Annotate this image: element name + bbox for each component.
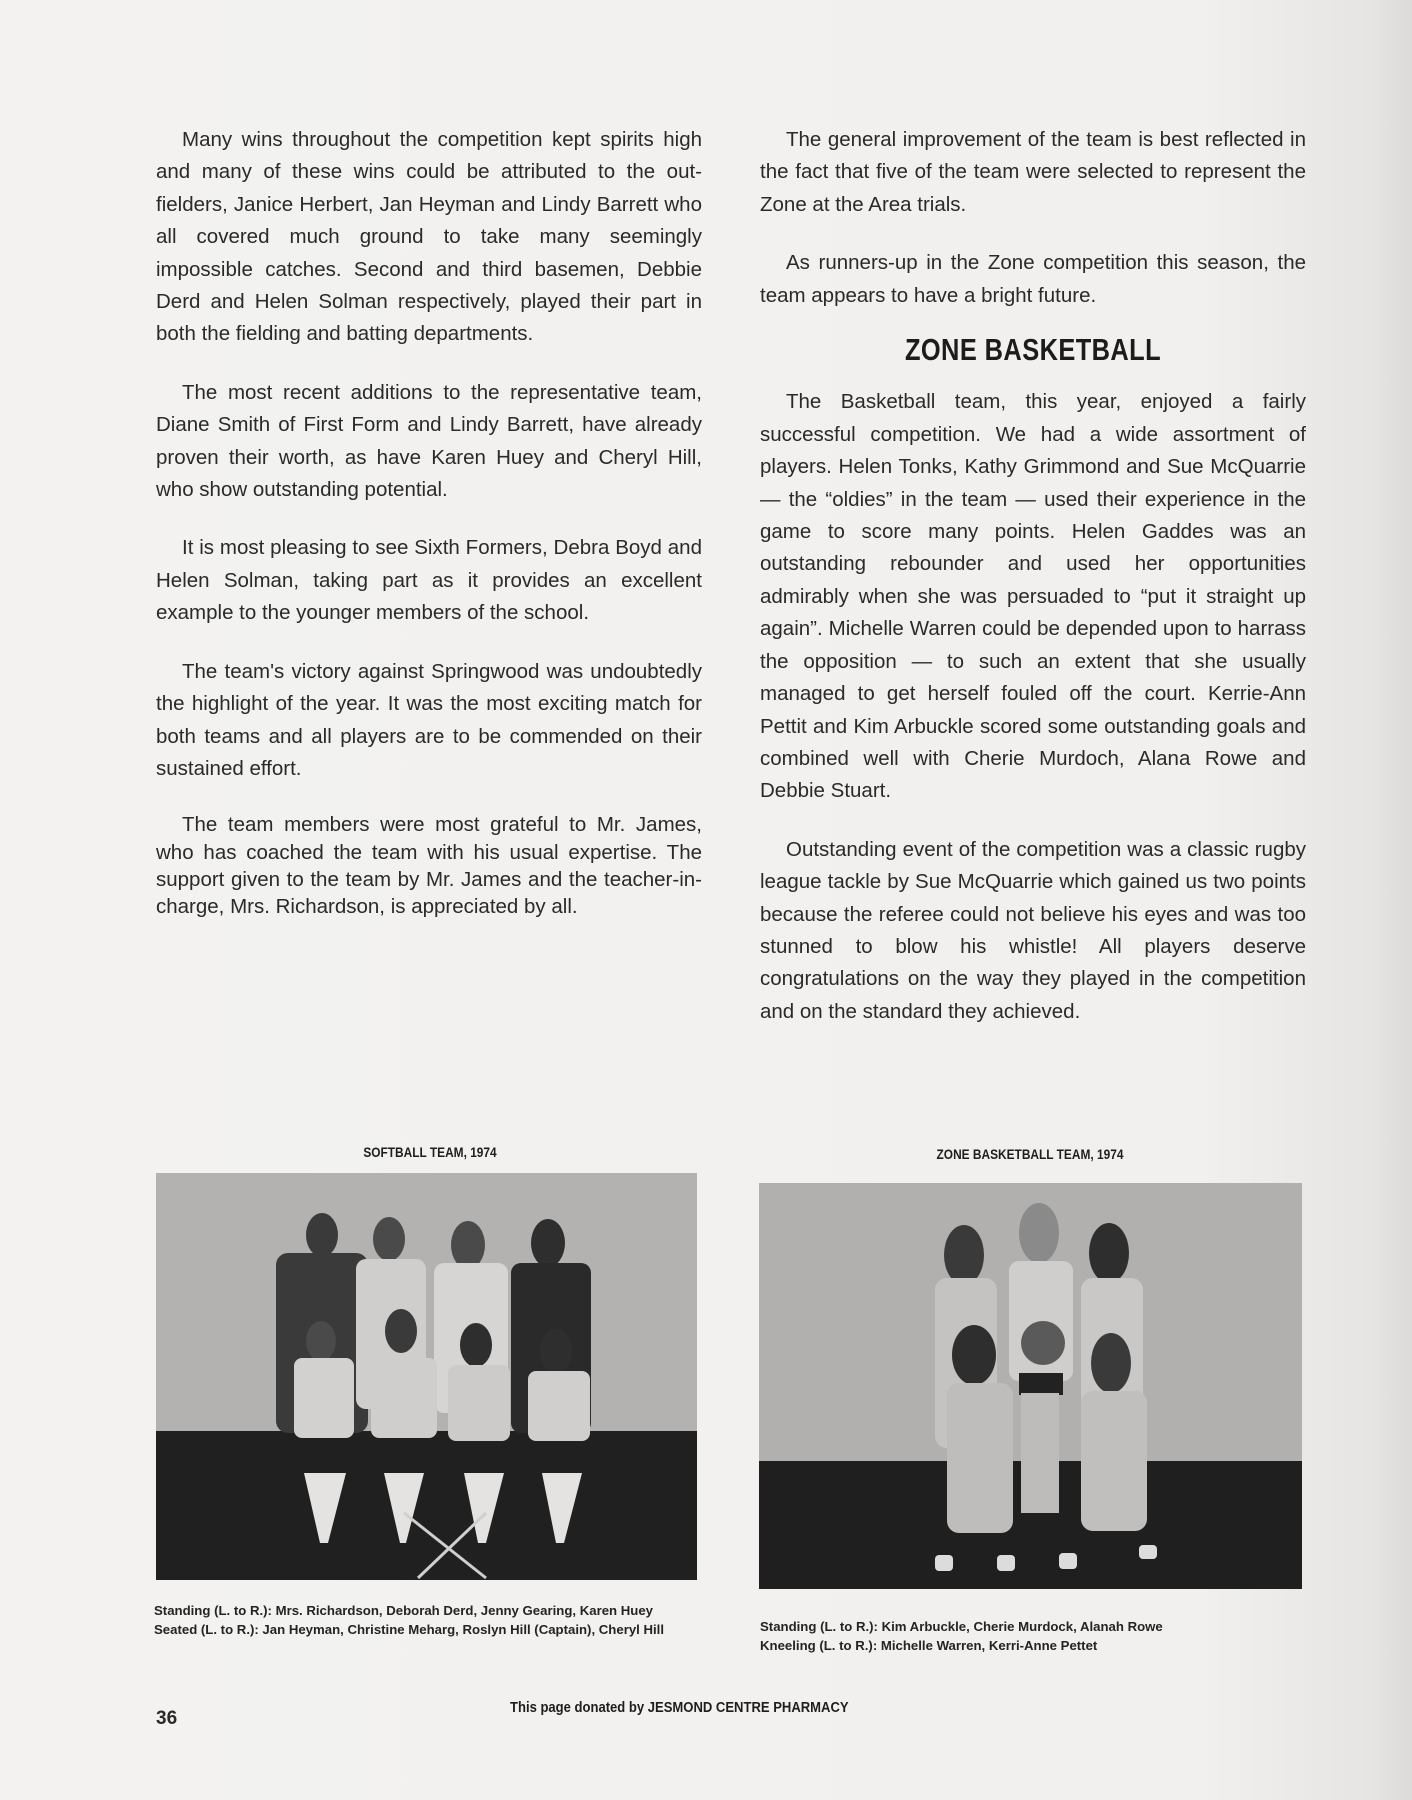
caption-line: Kneeling (L. to R.): Michelle Warren, Kerri-Anne Pettet: [760, 1637, 1098, 1653]
paragraph: The team's victory against Springwood was undoubtedly the highlight of the year. It was the most exciting match for both teams and all players are to be commended on their sustained effort.: [156, 659, 702, 780]
softball-photo-caption: [154, 1604, 698, 1641]
basketball-team-figures: [759, 1183, 1302, 1589]
paragraph: The most recent additions to the representative team, Diane Smith of First Form and Lindy Barrett, have already proven their worth, as have Karen Huey and Cheryl Hill, who show outstanding potential.: [156, 380, 702, 502]
paragraph: The general improvement of the team is best reflected in the fact that five of the team were selected to represent the Zone at the Area trials.: [760, 128, 1306, 216]
basketball-photo-caption: [760, 1620, 1303, 1657]
basketball-photo-title: ZONE BASKETBALL TEAM, 1974: [936, 1146, 1124, 1162]
right-column: [760, 124, 1306, 1054]
caption-line: Standing (L. to R.): Mrs. Richardson, Deborah Derd, Jenny Gearing, Karen Huey: [154, 1603, 654, 1618]
donation-note: This page donated by JESMOND CENTRE PHARMACY: [510, 1700, 849, 1716]
paragraph: The Basketball team, this year, enjoyed a fairly successful competition. We had a wide assortment of players. Helen Tonks, Kathy Grimmond and Sue McQuarrie — the “oldies” in the team — used their experience in the game to score many points. Helen Gaddes was an outstanding rebounder and used her opportunities admirably when she was persuaded to “put it straight up again”. Michelle Warren could be depended upon to harrass the opposition — to such an extent that she usually managed to get herself fouled off the court. Kerrie-Ann Pettit and Kim Arbuckle scored some outstanding goals and combined well with Cherie Murdoch, Alana Rowe and Debbie Stuart.: [760, 390, 1306, 803]
caption-line: Seated (L. to R.): Jan Heyman, Christine Meharg, Roslyn Hill (Captain), Cheryl Hill: [154, 1621, 664, 1637]
left-column: [156, 124, 702, 947]
paragraph: As runners-up in the Zone competition this season, the team appears to have a bright future.: [760, 251, 1306, 307]
paragraph: It is most pleasing to see Sixth Formers, Debra Boyd and Helen Solman, taking part as it provides an excellent example to the younger members of the school.: [156, 536, 702, 625]
section-heading: ZONE BASKETBALL: [904, 332, 1162, 368]
paragraph: Many wins throughout the competition kept spirits high and many of these wins could be attributed to the out-fielders, Janice Herbert, Jan Heyman and Lindy Barrett who all covered much ground to take many seemingly impossible catches. Second and third basemen, Debbie Derd and Helen Solman respectively, played their part in both the fielding and batting departments.: [156, 128, 702, 346]
paragraph: Outstanding event of the competition was a classic rugby league tackle by Sue McQuarrie which gained us two points because the referee could not believe his eyes and was too stunned to blow his whistle! All players deserve congratulations on the way they played in the competition and on the standard they achieved.: [760, 837, 1306, 1023]
softball-photo-title: SOFTBALL TEAM, 1974: [363, 1144, 497, 1160]
paragraph: The team members were most grateful to Mr. James, who has coached the team with his usual expertise. The support given to the team by Mr. James and the teacher-in-charge, Mrs. Richardson, is appreciated by all.: [156, 813, 702, 919]
caption-line: Standing (L. to R.): Kim Arbuckle, Cherie Murdock, Alanah Rowe: [760, 1619, 1163, 1634]
softball-team-photo: [156, 1173, 697, 1580]
page-number: 36: [156, 1708, 178, 1729]
softball-team-figures: [156, 1173, 697, 1580]
basketball-team-photo: [759, 1183, 1302, 1589]
